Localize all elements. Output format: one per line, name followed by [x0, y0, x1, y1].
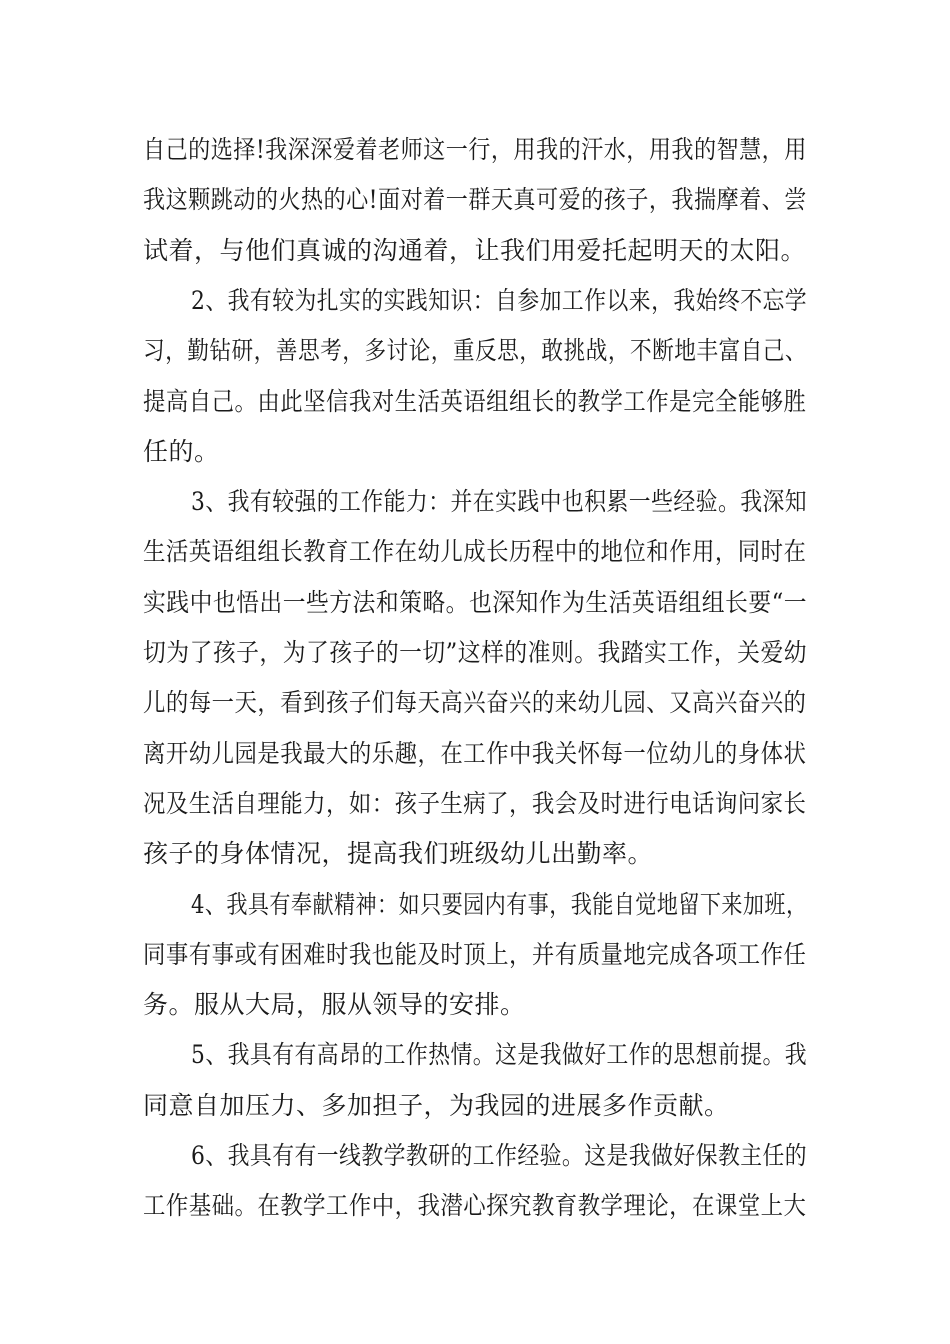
paragraph-3-first-line: 3、我有较强的工作能力：并在实践中也积累一些经验。我深知 — [191, 487, 808, 517]
text-line: 试着，与他们真诚的沟通着，让我们用爱托起明天的太阳。 — [143, 235, 807, 265]
text-line: 提高自己。由此坚信我对生活英语组组长的教学工作是完全能够胜 — [143, 386, 807, 416]
text-line: 况及生活自理能力，如：孩子生病了，我会及时进行电话询问家长 — [143, 788, 807, 818]
text-line: 务。服从大局，服从领导的安排。 — [143, 990, 526, 1020]
text-line: 工作基础。在教学工作中，我潜心探究教育教学理论，在课堂上大 — [143, 1191, 807, 1221]
paragraph-6-first-line: 6、我具有有一线教学教研的工作经验。这是我做好保教主任的 — [191, 1141, 808, 1170]
text-line: 实践中也悟出一些方法和策略。也深知作为生活英语组组长要“一 — [143, 587, 808, 617]
text-line: 自己的选择!我深深爱着老师这一行，用我的汗水，用我的智慧，用 — [143, 135, 807, 164]
text-line: 同意自加压力、多加担子，为我园的进展多作贡献。 — [143, 1090, 730, 1120]
paragraph-4-first-line: 4、我具有奉献精神：如只要园内有事，我能自觉地留下来加班， — [191, 889, 808, 919]
text-line: 我这颗跳动的火热的心!面对着一群天真可爱的孩子，我揣摩着、尝 — [143, 185, 807, 215]
text-line: 习，勤钻研，善思考，多讨论，重反思，敢挑战，不断地丰富自己、 — [143, 336, 808, 366]
text-line: 切为了孩子，为了孩子的一切”这样的准则。我踏实工作，关爱幼 — [143, 638, 808, 667]
text-line: 生活英语组组长教育工作在幼儿成长历程中的地位和作用，同时在 — [143, 537, 807, 567]
text-line: 同事有事或有困难时我也能及时顶上，并有质量地完成各项工作任 — [143, 939, 807, 969]
text-line: 任的。 — [143, 436, 220, 466]
text-line: 孩子的身体情况，提高我们班级幼儿出勤率。 — [143, 839, 654, 869]
paragraph-2-first-line: 2、我有较为扎实的实践知识：自参加工作以来，我始终不忘学 — [191, 285, 808, 315]
paragraph-5-first-line: 5、我具有有高昂的工作热情。这是我做好工作的思想前提。我 — [191, 1040, 808, 1070]
text-line: 离开幼儿园是我最大的乐趣，在工作中我关怀每一位幼儿的身体状 — [143, 738, 807, 768]
text-line: 儿的每一天，看到孩子们每天高兴奋兴的来幼儿园、又高兴奋兴的 — [143, 688, 807, 718]
